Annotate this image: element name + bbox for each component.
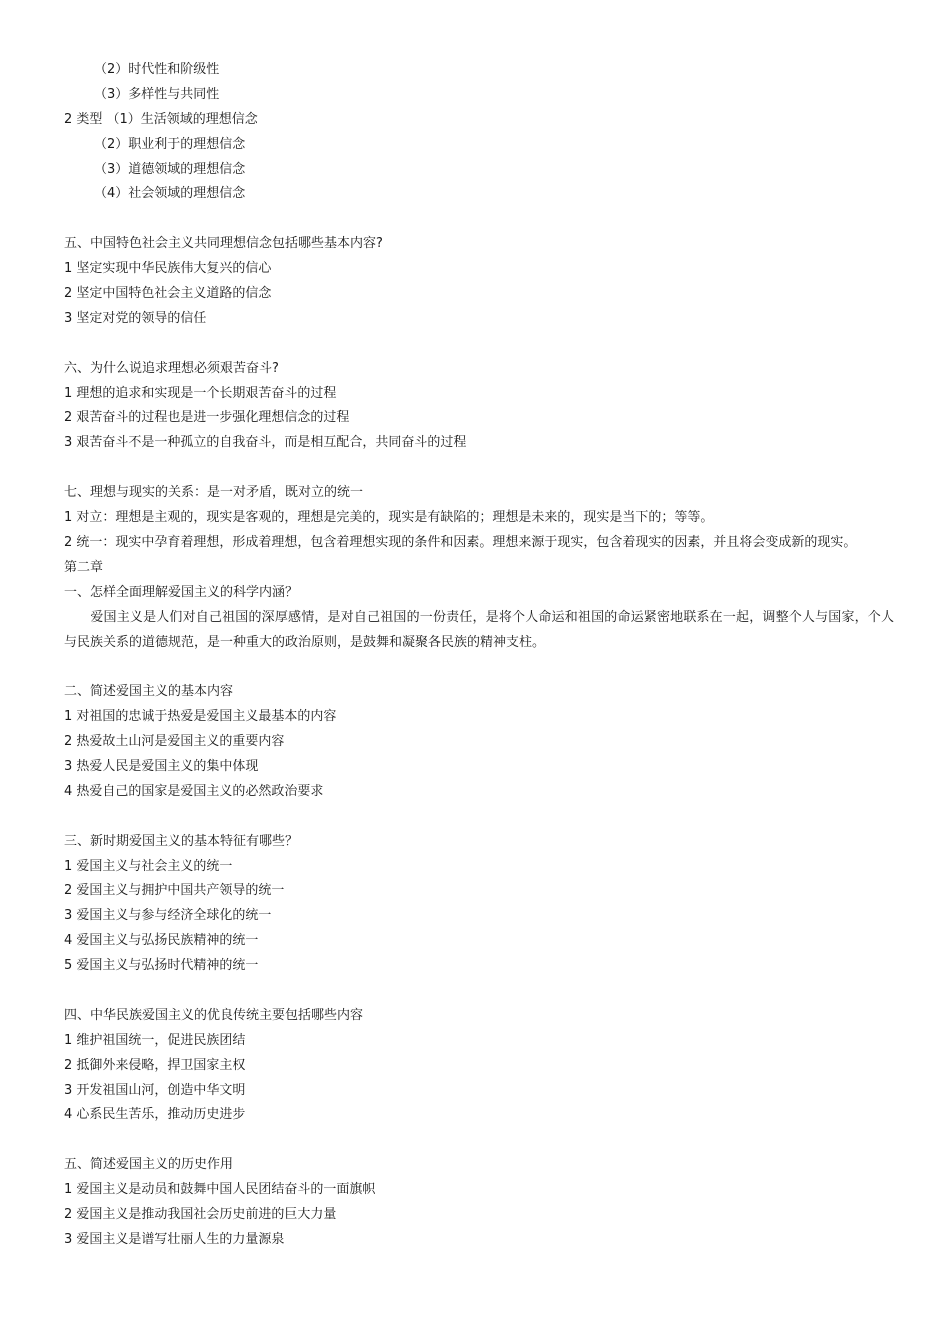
text-line: （3）多样性与共同性 [94,86,220,102]
text-line: 3 爱国主义是谱写壮丽人生的力量源泉 [64,1231,285,1247]
section-heading: 六、为什么说追求理想必须艰苦奋斗? [64,360,279,376]
text-line: 1 坚定实现中华民族伟大复兴的信心 [64,261,272,277]
blank-line [64,805,894,830]
text-line: 4 热爱自己的国家是爱国主义的必然政治要求 [64,783,324,799]
text-line: 2 爱国主义与拥护中国共产领导的统一 [64,883,285,899]
text-line: 3 艰苦奋斗不是一种孤立的自我奋斗，而是相互配合，共同奋斗的过程 [64,435,467,451]
text-line: 1 对立：理想是主观的，现实是客观的，理想是完美的，现实是有缺陷的；理想是未来的，现实是当下的；等等。 [64,510,714,526]
document-page [64,58,894,1253]
blank-line [64,655,894,680]
text-line: 1 理想的追求和实现是一个长期艰苦奋斗的过程 [64,385,337,401]
text-line: 3 爱国主义与参与经济全球化的统一 [64,908,272,924]
text-line: 1 爱国主义是动员和鼓舞中国人民团结奋斗的一面旗帜 [64,1182,376,1198]
text-line: 5 爱国主义与弘扬时代精神的统一 [64,958,259,974]
section-heading: 一、怎样全面理解爱国主义的科学内涵？ [64,584,299,600]
text-line: 2 爱国主义是推动我国社会历史前进的巨大力量 [64,1207,337,1223]
text-line: 3 开发祖国山河，创造中华文明 [64,1082,246,1098]
text-line: （3）道德领域的理想信念 [94,161,246,177]
text-line: 2 类型 （1）生活领域的理想信念 [64,111,258,127]
blank-line [64,456,894,481]
text-paragraph: 2 统一：现实中孕育着理想，形成着理想，包含着理想实现的条件和因素。理想来源于现实，包含着现实的因素，并且将会变成新的现实。 [64,534,857,550]
text-line: （2）职业利于的理想信念 [94,136,246,152]
text-line: 2 抵御外来侵略，捍卫国家主权 [64,1057,246,1073]
text-line: 4 心系民生苦乐，推动历史进步 [64,1107,246,1123]
text-line: （2）时代性和阶级性 [94,62,220,77]
text-line: 2 坚定中国特色社会主义道路的信念 [64,286,272,302]
text-line: 2 热爱故土山河是爱国主义的重要内容 [64,734,285,750]
section-heading: 五、中国特色社会主义共同理想信念包括哪些基本内容? [64,236,383,252]
section-heading: 二、简述爱国主义的基本内容 [64,684,234,700]
blank-line [64,332,894,357]
text-line: 4 爱国主义与弘扬民族精神的统一 [64,933,259,949]
text-line: 3 坚定对党的领导的信任 [64,310,207,326]
section-heading: 四、中华民族爱国主义的优良传统主要包括哪些内容 [64,1007,364,1023]
text-line: 1 爱国主义与社会主义的统一 [64,858,233,874]
section-heading: 五、简述爱国主义的历史作用 [64,1157,234,1173]
text-line: 1 对祖国的忠诚于热爱是爱国主义最基本的内容 [64,709,337,725]
section-heading: 七、理想与现实的关系：是一对矛盾，既对立的统一 [64,485,364,501]
section-heading: 三、新时期爱国主义的基本特征有哪些？ [64,833,299,849]
text-line: 3 热爱人民是爱国主义的集中体现 [64,758,259,774]
text-line: 1 维护祖国统一，促进民族团结 [64,1032,246,1048]
text-paragraph: 爱国主义是人们对自己祖国的深厚感情，是对自己祖国的一份责任，是将个人命运和祖国的命运紧密地联系在一起，调整个人与国家，个人与民族关系的道德规范，是一种重大的政治原则，是鼓舞和凝聚各民族的精神支柱。 [64,609,894,650]
chapter-heading: 第二章 [64,559,104,575]
blank-line [64,1128,894,1153]
text-line: 2 艰苦奋斗的过程也是进一步强化理想信念的过程 [64,410,350,426]
text-line: （4）社会领域的理想信念 [94,186,246,202]
blank-line [64,207,894,232]
blank-line [64,979,894,1004]
